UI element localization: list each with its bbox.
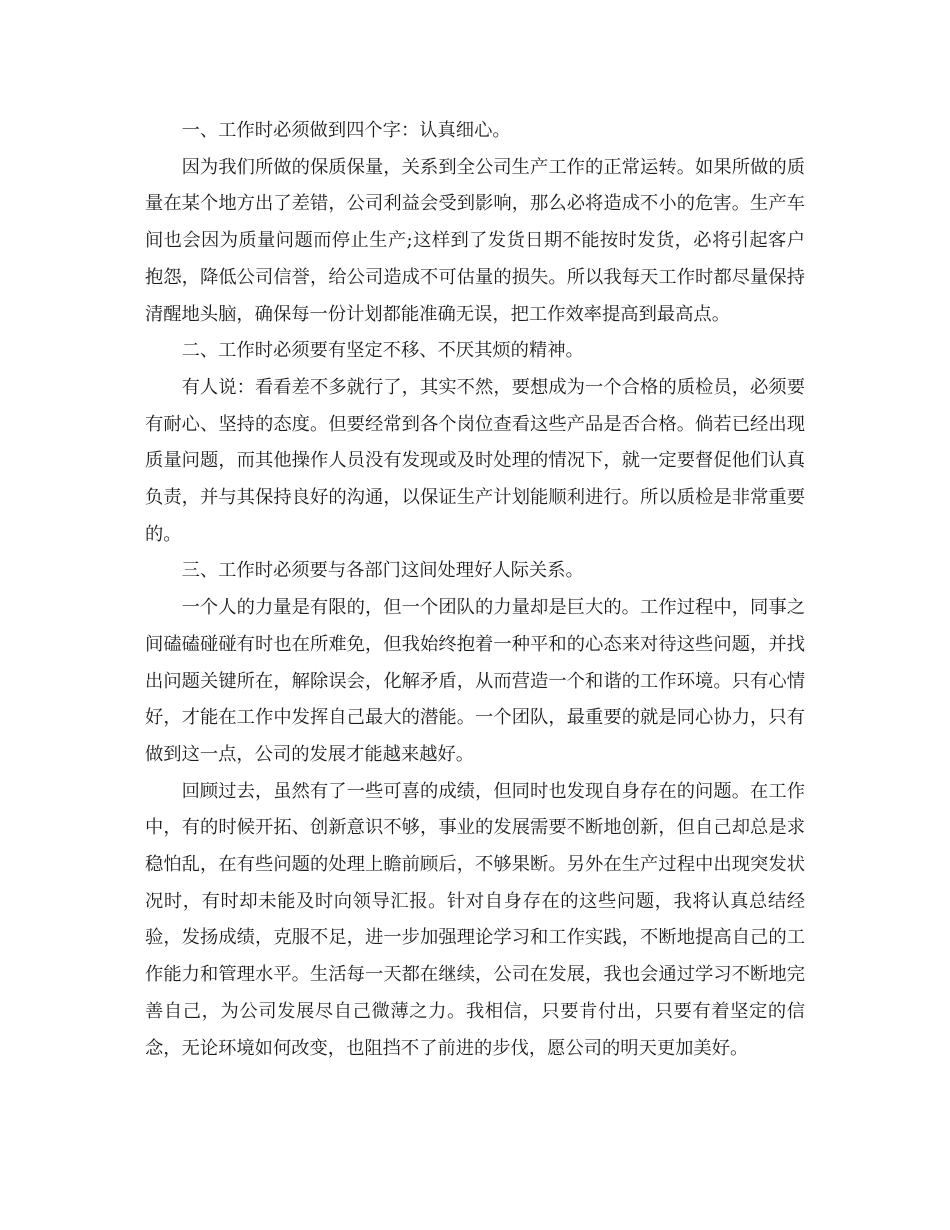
body-paragraph: 因为我们所做的保质保量，关系到全公司生产工作的正常运转。如果所做的质量在某个地方出了差错，公司利益会受到影响，那么必将造成不小的危害。生产车间也会因为质量问题而停止生产;这样到了发货日期不能按时发货，必将引起客户抱怨，降低公司信誉，给公司造成不可估量的损失。所以我每天工作时都尽量保持清醒地头脑，确保每一份计划都能准确无误，把工作效率提高到最高点。 (145, 156, 805, 325)
document-body (145, 113, 805, 1067)
section-heading-3: 三、工作时必须要与各部门这间处理好人际关系。 (181, 560, 584, 582)
closing-paragraph: 回顾过去，虽然有了一些可喜的成绩，但同时也发现自身存在的问题。在工作中，有的时候开拓、创新意识不够，事业的发展需要不断地创新，但自己却总是求稳怕乱，在有些问题的处理上瞻前顾后，不够果断。另外在生产过程中出现突发状况时，有时却未能及时向领导汇报。针对自身存在的这些问题，我将认真总结经验，发扬成绩，克服不足，进一步加强理论学习和工作实践，不断地提高自己的工作能力和管理水平。生活每一天都在继续，公司在发展，我也会通过学习不断地完善自己，为公司发展尽自己微薄之力。我相信，只要肯付出，只要有着坚定的信念，无论环境如何改变，也阻挡不了前进的步伐，愿公司的明天更加美好。 (145, 780, 805, 1059)
body-paragraph: 有人说：看看差不多就行了，其实不然，要想成为一个合格的质检员，必须要有耐心、坚持的态度。但要经常到各个岗位查看这些产品是否合格。倘若已经出现质量问题，而其他操作人员没有发现或及时处理的情况下，就一定要督促他们认真负责，并与其保持良好的沟通，以保证生产计划能顺利进行。所以质检是非常重要的。 (145, 376, 805, 545)
body-paragraph: 一个人的力量是有限的，但一个团队的力量却是巨大的。工作过程中，同事之间磕磕碰碰有时也在所难免，但我始终抱着一种平和的心态来对待这些问题，并找出问题关键所在，解除误会，化解矛盾，从而营造一个和谐的工作环境。只有心情好，才能在工作中发挥自己最大的潜能。一个团队，最重要的就是同心协力，只有做到这一点，公司的发展才能越来越好。 (145, 597, 805, 765)
section-heading-1: 一、工作时必须做到四个字：认真细心。 (181, 120, 511, 141)
section-heading-2: 二、工作时必须要有坚定不移、不厌其烦的精神。 (181, 340, 584, 362)
